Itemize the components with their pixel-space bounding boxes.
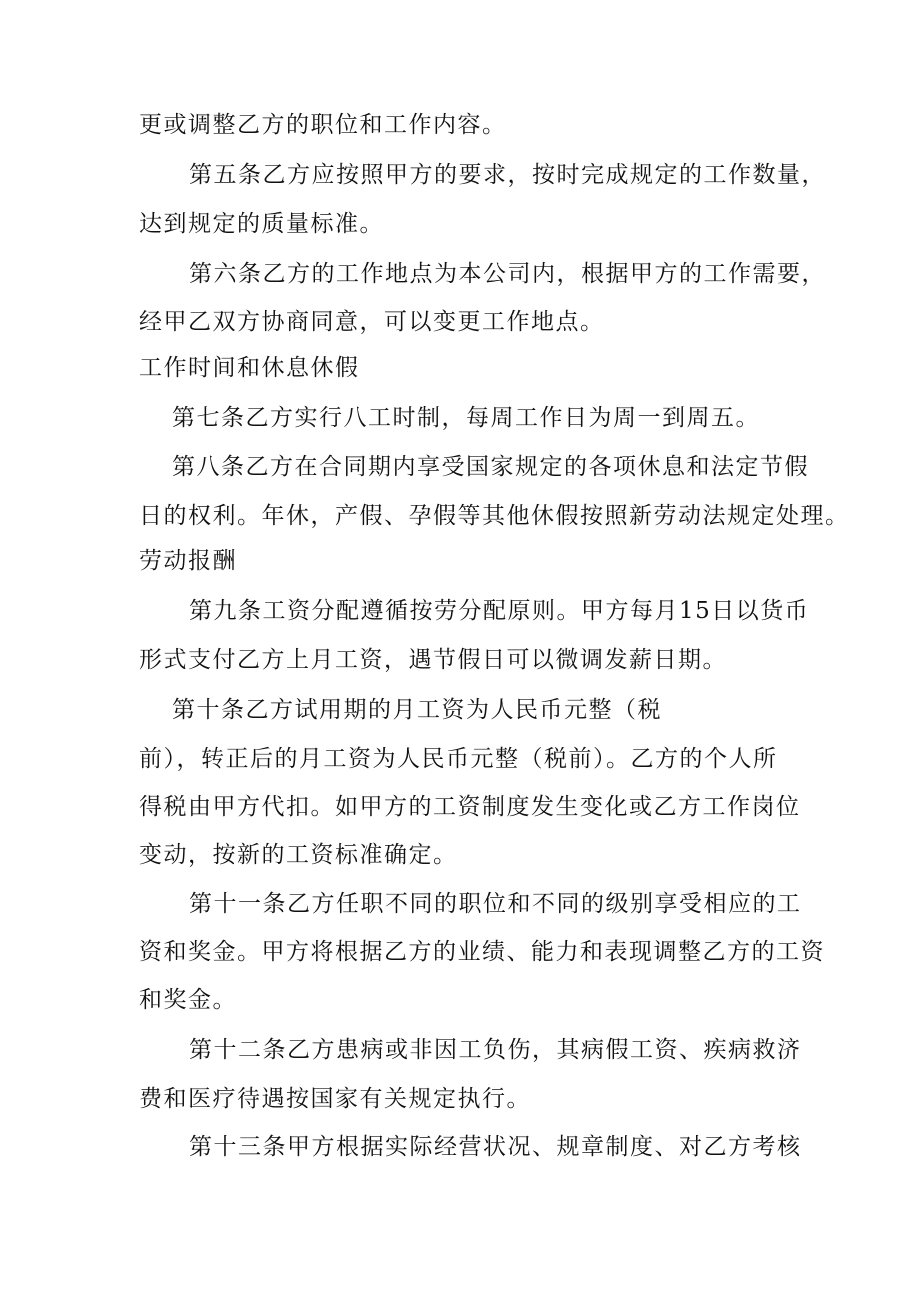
text-line: 第六条乙方的工作地点为本公司内，根据甲方的工作需要， [189, 261, 826, 287]
text-line: 第五条乙方应按照甲方的要求，按时完成规定的工作数量， [189, 162, 826, 188]
text-line: 形式支付乙方上月工资，遇节假日可以微调发薪日期。 [139, 647, 727, 673]
text-line: 经甲乙双方协商同意，可以变更工作地点。 [139, 309, 605, 335]
text-line: 和奖金。 [139, 987, 237, 1013]
text-line: 第七条乙方实行八工时制，每周工作日为周一到周五。 [172, 405, 760, 431]
text-line: 第十一条乙方任职不同的职位和不同的级别享受相应的工 [189, 891, 802, 917]
text-line: 得税由甲方代扣。如甲方的工资制度发生变化或乙方工作岗位 [139, 794, 801, 820]
text-line: 达到规定的质量标准。 [139, 211, 384, 237]
section-heading: 工作时间和休息休假 [139, 355, 360, 381]
text-line: 费和医疗待遇按国家有关规定执行。 [139, 1086, 531, 1112]
text-line: 第九条工资分配遵循按劳分配原则。甲方每月15日以货币 [189, 598, 810, 624]
text-line: 日的权利。年休，产假、孕假等其他休假按照新劳动法规定处理。 [139, 503, 850, 529]
text-line: 第十二条乙方患病或非因工负伤，其病假工资、疾病救济 [189, 1037, 802, 1063]
text-line: 变动，按新的工资标准确定。 [139, 842, 458, 868]
text-line: 第八条乙方在合同期内享受国家规定的各项休息和法定节假 [172, 454, 809, 480]
text-line: 第十条乙方试用期的月工资为人民币元整（税 [172, 697, 662, 723]
text-line: 第十三条甲方根据实际经营状况、规章制度、对乙方考核 [189, 1134, 802, 1160]
section-heading: 劳动报酬 [139, 548, 237, 574]
text-line: 资和奖金。甲方将根据乙方的业绩、能力和表现调整乙方的工资 [139, 939, 825, 965]
text-line: 更或调整乙方的职位和工作内容。 [139, 112, 507, 138]
text-line: 前），转正后的月工资为人民币元整（税前）。乙方的个人所 [139, 746, 778, 772]
